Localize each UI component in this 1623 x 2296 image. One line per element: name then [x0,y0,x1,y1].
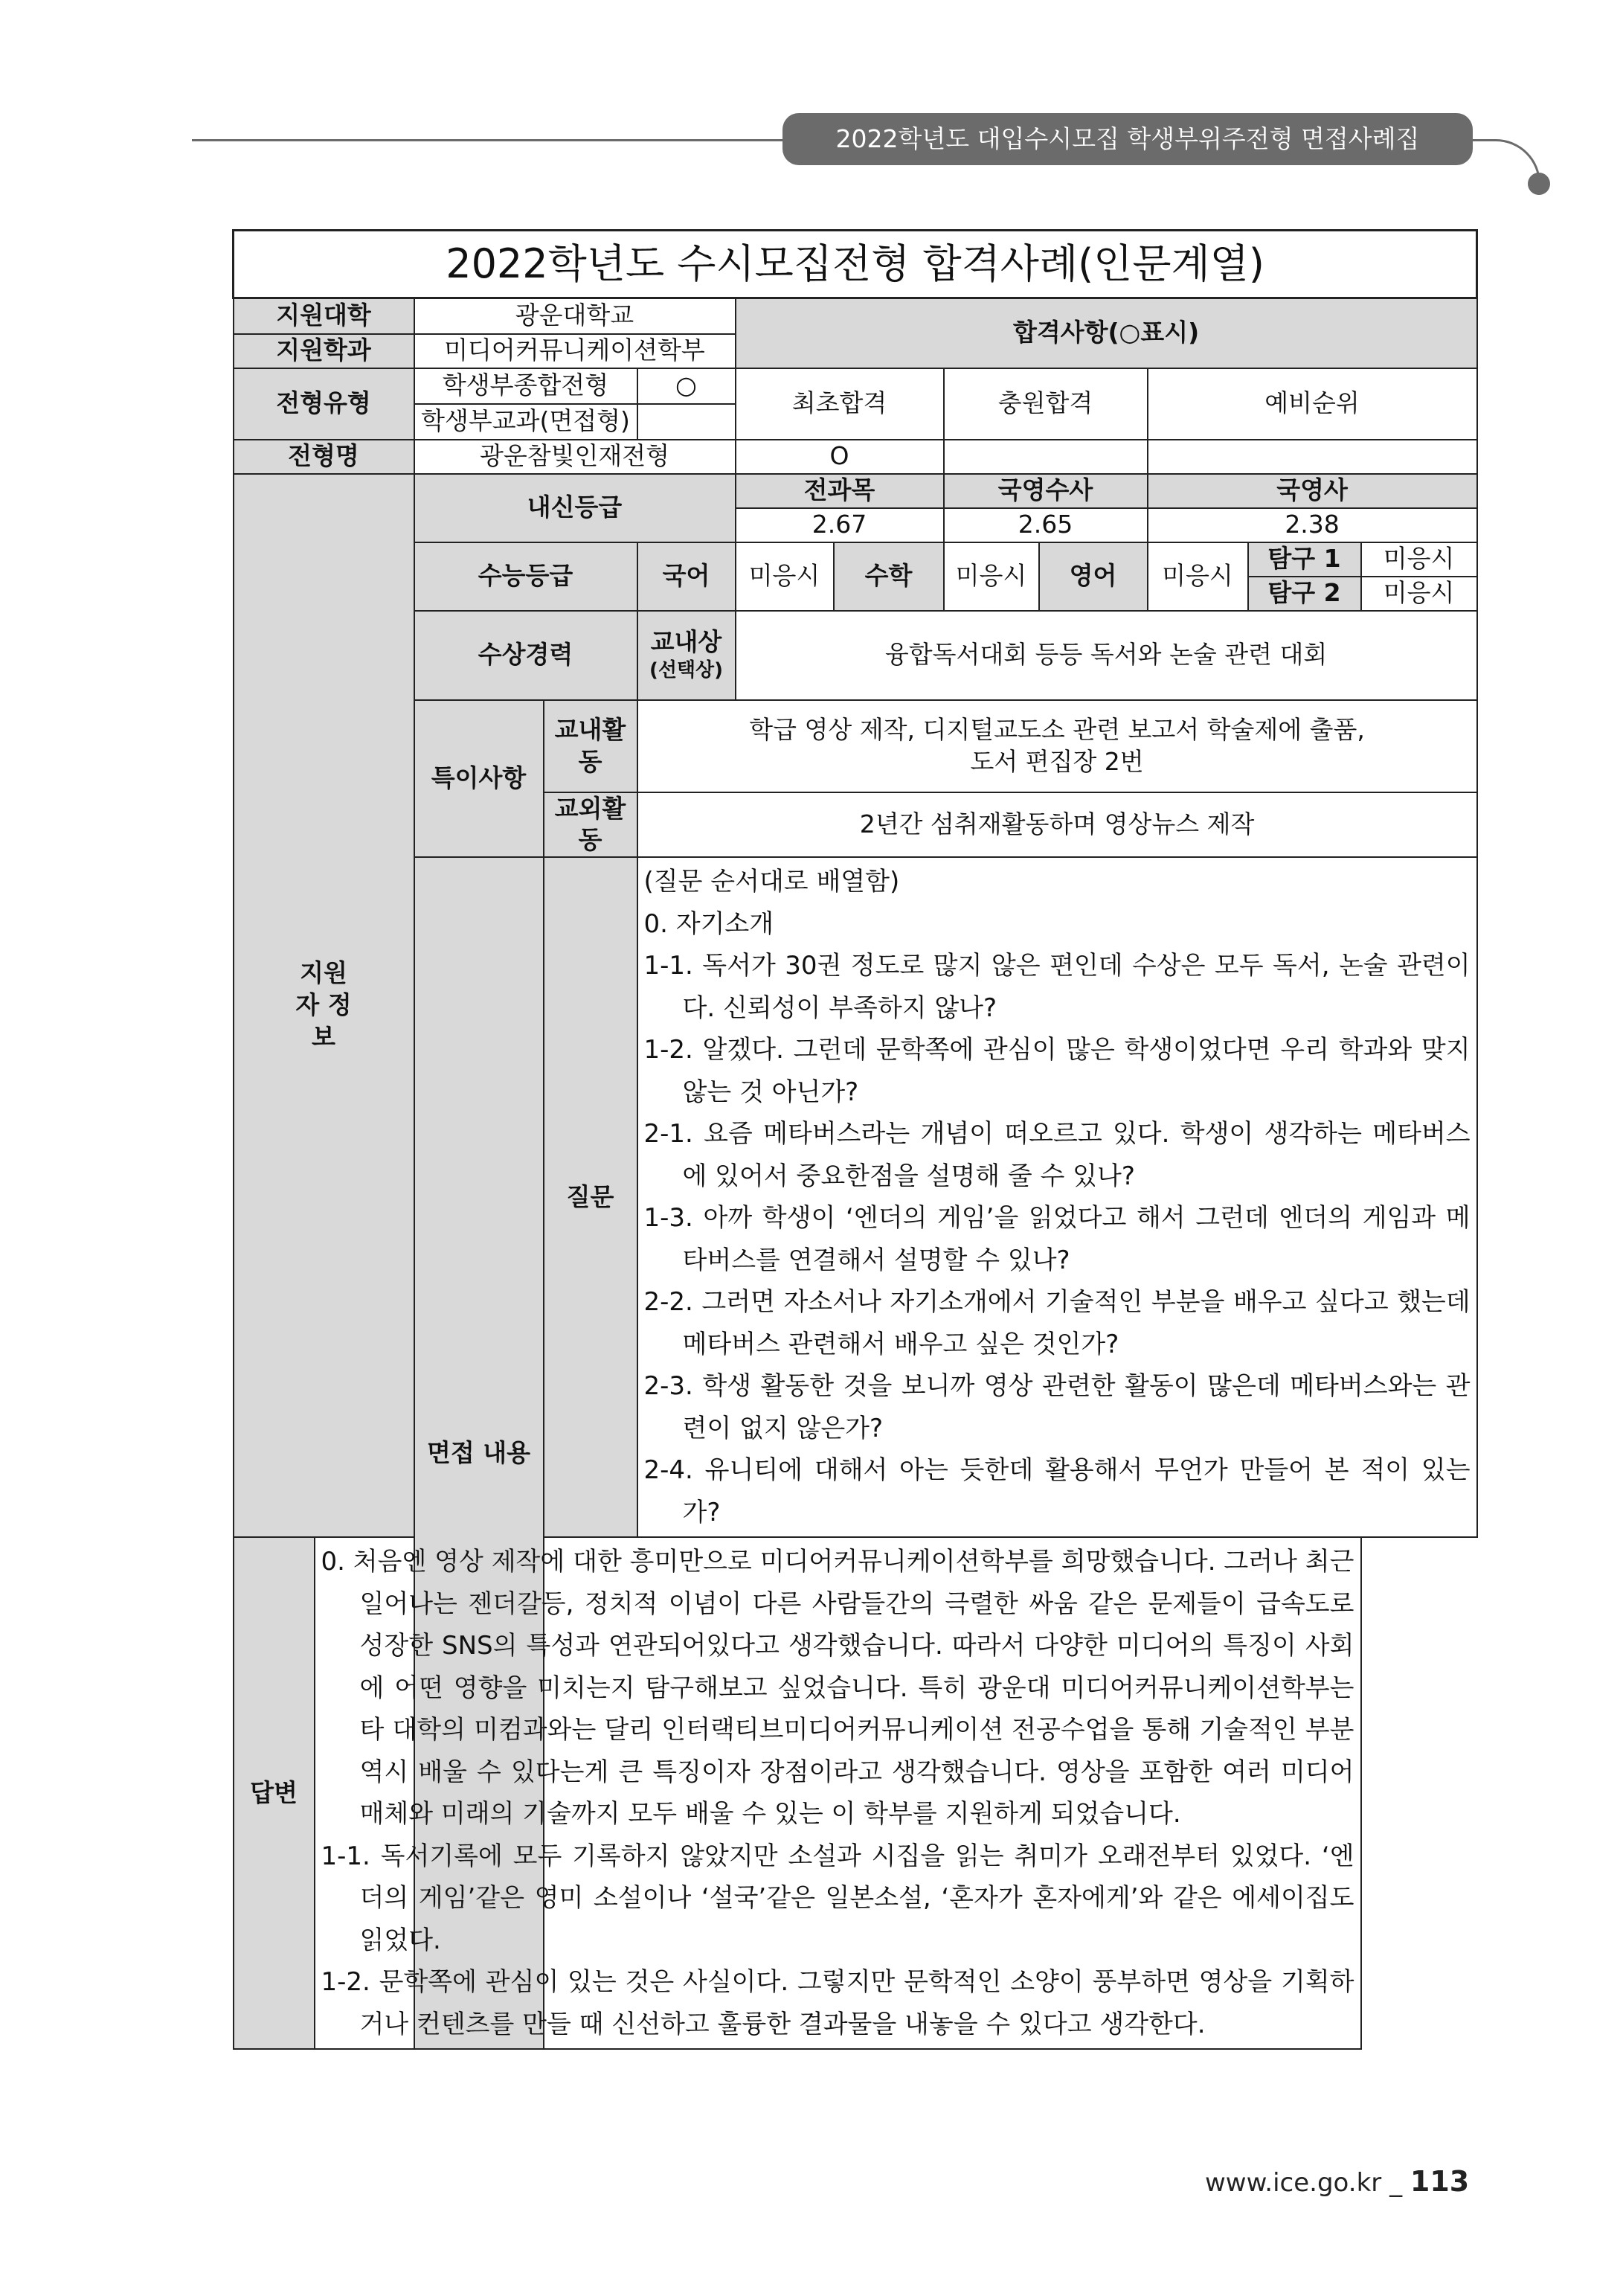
page-title: 2022학년도 수시모집전형 합격사례(인문계열) [234,231,1477,298]
award-value: 융합독서대회 등등 독서와 논술 관련 대회 [736,611,1477,700]
case-table [232,229,1478,2050]
question-item: 2-2. 그러면 자소서나 자기소개에서 기술적인 부분을 배우고 싶다고 했는데 메타버스 관련해서 배우고 싶은 것인가? [643,1287,1471,1359]
result-col-filled: 충원합격 [944,368,1148,440]
csat-eng-label: 영어 [1039,542,1148,611]
answer-item: 0. 처음엔 영상 제작에 대한 흥미만으로 미디어커뮤니케이션학부를 희망했습니다. 그러나 최근 일어나는 젠더갈등, 정치적 이념이 다른 사람들간의 극렬한 싸움 같은 문제들이 급속도로 성장한 SNS의 특성과 연관되어있다고 생각했습니다. 따라서 다양한 미디어의 특징이 사회에 어떤 영향을 미치는지 탐구해보고 싶었습니다. 특히 광운대 미디어커뮤니케이션학부는 타 대학의 미컴과와는 달리 인터랙티브미디어커뮤니케이션 전공수업을 통해 기술적인 부분 역시 배울 수 있다는게 큰 특징이자 장점이라고 생각했습니다. 영상을 포함한 여러 미디어 매체와 미래의 기술까지 모두 배울 수 있는 이 학부를 지원하게 되었습니다. [321,1547,1354,1830]
gpa-col-all: 전과목 [736,474,944,508]
footer-separator: _ [1389,2168,1403,2198]
csat-kor-value: 미응시 [736,542,834,611]
question-item: 1-1. 독서가 30권 정도로 많지 않은 편인데 수상은 모두 독서, 논술 관련이다. 신뢰성이 부족하지 않나? [643,951,1471,1023]
question-item: 2-1. 요즘 메타버스라는 개념이 떠오르고 있다. 학생이 생각하는 메타버스에 있어서 중요한점을 설명해 줄 수 있나? [643,1119,1471,1191]
footer-site: www.ice.go.kr [1205,2168,1382,2198]
csat-label: 수능등급 [414,542,637,611]
result-mark-waitlist [1148,440,1477,474]
in-activity-value [637,700,1477,792]
csat-inq2-value: 미응시 [1361,577,1477,611]
csat-math-label: 수학 [834,542,944,611]
gpa-col-kems: 국영수사 [944,474,1148,508]
result-header: 합격사항(○표시) [736,298,1477,368]
result-mark-first: O [736,440,944,474]
question-item: 1-2. 알겠다. 그런데 문학쪽에 관심이 많은 학생이었다면 우리 학과와 맞지 않는 것 아닌가? [643,1035,1471,1107]
csat-eng-value: 미응시 [1148,542,1248,611]
special-label: 특이사항 [414,700,544,858]
award-type [637,611,736,700]
univ-label: 지원대학 [234,298,414,334]
in-activity-label: 교내활동 [544,700,637,792]
award-label: 수상경력 [414,611,637,700]
csat-math-value: 미응시 [944,542,1039,611]
type-label: 전형유형 [234,368,414,440]
dept-value: 미디어커뮤니케이션학부 [414,334,736,368]
out-activity-label: 교외활동 [544,792,637,858]
in-activity-line1: 학급 영상 제작, 디지털교도소 관련 보고서 학술제에 출품, [749,714,1365,744]
interview-label: 면접 내용 [414,857,544,2049]
award-type-sub: (선택상) [649,659,724,682]
answer-item: 1-1. 독서기록에 모두 기록하지 않았지만 소설과 시집을 읽는 취미가 오래전부터 있었다. ‘엔더의 게임’같은 영미 소설이나 ‘설국’같은 일본소설, ‘혼자가 혼자에게’와 같은 에세이집도 읽었다. [321,1841,1354,1955]
csat-inq1-value: 미응시 [1361,542,1477,577]
type1-value: 학생부종합전형 [414,368,637,404]
result-mark-filled [944,440,1148,474]
question-item: 1-3. 아까 학생이 ‘엔더의 게임’을 읽었다고 해서 그런데 엔더의 게임과 메타버스를 연결해서 설명할 수 있나? [643,1203,1471,1275]
type1-mark: ○ [637,368,736,404]
answer-list [315,1537,1361,2049]
award-type-main: 교내상 [650,627,722,657]
answer-label: 답변 [234,1537,315,2049]
csat-kor-label: 국어 [637,542,736,611]
gpa-val-all: 2.67 [736,508,944,542]
header-banner: 2022학년도 대입수시모집 학생부위주전형 면접사례집 [782,113,1473,165]
result-col-first: 최초합격 [736,368,944,440]
gpa-val-kes: 2.38 [1148,508,1477,542]
answer-item: 1-2. 문학쪽에 관심이 있는 것은 사실이다. 그렇지만 문학적인 소양이 풍부하면 영상을 기획하거나 컨텐츠를 만들 때 신선하고 훌륭한 결과물을 내놓을 수 있다고 생각한다. [321,1967,1354,2039]
question-item: 2-4. 유니티에 대해서 아는 듯한데 활용해서 무언가 만들어 본 적이 있는가? [643,1455,1471,1527]
type2-mark [637,404,736,440]
gpa-col-kes: 국영사 [1148,474,1477,508]
gpa-val-kems: 2.65 [944,508,1148,542]
csat-inq1-label: 탐구 1 [1248,542,1361,577]
type2-value: 학생부교과(면접형) [414,404,637,440]
question-item: 2-3. 학생 활동한 것을 보니까 영상 관련한 활동이 많은데 메타버스와는 관련이 없지 않은가? [643,1371,1471,1443]
page-footer [1205,2165,1469,2198]
header-dot [1528,173,1550,195]
question-label: 질문 [544,857,637,1537]
name-label: 전형명 [234,440,414,474]
question-note: (질문 순서대로 배열함) [643,867,900,897]
in-activity-line2: 도서 편집장 2번 [970,746,1144,776]
page-number: 113 [1410,2165,1470,2198]
applicant-label: 지원자 정보 [234,474,414,1538]
csat-inq2-label: 탐구 2 [1248,577,1361,611]
result-col-waitlist: 예비순위 [1148,368,1477,440]
dept-label: 지원학과 [234,334,414,368]
question-list [637,857,1477,1537]
question-item: 0. 자기소개 [643,908,774,939]
out-activity-value: 2년간 섬취재활동하며 영상뉴스 제작 [637,792,1477,858]
gpa-label: 내신등급 [414,474,736,542]
univ-value: 광운대학교 [414,298,736,334]
name-value: 광운참빛인재전형 [414,440,736,474]
header-rule [192,139,787,141]
